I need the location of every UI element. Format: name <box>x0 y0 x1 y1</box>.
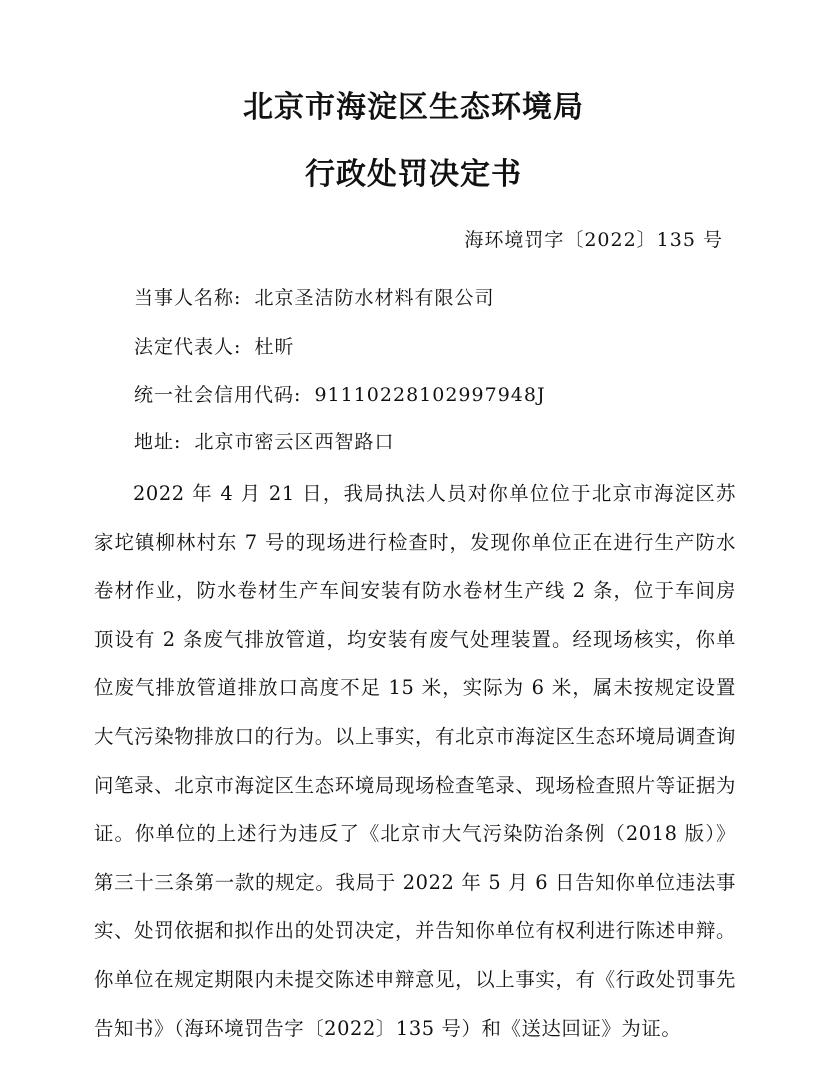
legal-representative-field <box>134 333 294 361</box>
address-label: 地址: <box>134 431 182 453</box>
issuing-authority-title: 北京市海淀区生态环境局 <box>243 90 584 125</box>
legal-representative-label: 法定代表人: <box>134 336 242 358</box>
party-name-value: 北京圣洁防水材料有限公司 <box>254 287 495 309</box>
document-number: 海环境罚字〔2022〕135 号 <box>464 229 723 251</box>
party-name-field <box>134 284 494 312</box>
legal-representative-value: 杜昕 <box>254 336 295 358</box>
credit-code-field <box>134 381 546 409</box>
address-value: 北京市密云区西智路口 <box>194 431 395 453</box>
address-field <box>134 428 394 456</box>
facts-paragraph: 2022 年 4 月 21 日，我局执法人员对你单位位于北京市海淀区苏家坨镇柳林村东 7 号的现场进行检查时，发现你单位正在进行生产防水卷材作业，防水卷材生产车间安装有防水卷材生产线 2 条，位于车间房顶设有 2 条废气排放管道，均安装有废气处理装置。经现场核实，你单位废气排放管道排放口高度不足 15 米，实际为 6 米，属未按规定设置大气污染物排放口的行为。以上事实，有北京市海淀区生态环境局调查询问笔录、北京市海淀区生态环境局现场检查笔录、现场检查照片等证据为证。你单位的上述行为违反了《北京市大气污染防治条例（2018 版）》第三十三条第一款的规定。我局于 2022 年 5 月 6 日告知你单位违法事实、处罚依据和拟作出的处罚决定，并告知你单位有权利进行陈述申辩。你单位在规定期限内未提交陈述申辩意见，以上事实，有《行政处罚事先告知书》（海环境罚告字〔2022〕135 号）和《送达回证》为证。 <box>94 482 736 1040</box>
credit-code-value: 91110228102997948J <box>314 384 546 406</box>
credit-code-label: 统一社会信用代码: <box>134 384 302 406</box>
party-name-label: 当事人名称: <box>134 287 242 309</box>
document-title: 行政处罚决定书 <box>305 157 522 192</box>
